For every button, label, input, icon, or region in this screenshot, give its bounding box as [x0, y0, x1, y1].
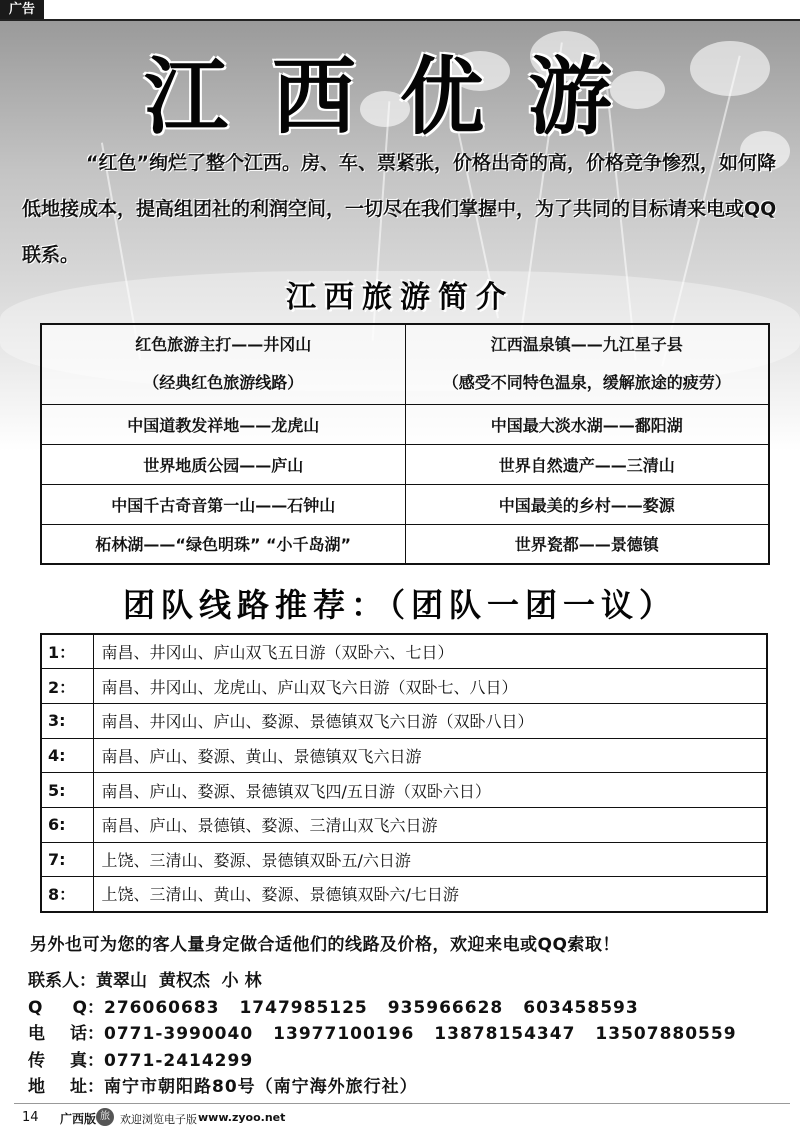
qq-number: 1747985125 — [239, 997, 368, 1018]
page-number: 14 — [22, 1110, 39, 1125]
phone-number: 13878154347 — [434, 1024, 576, 1044]
phone-number: 13977100196 — [273, 1024, 415, 1044]
contact-names: 黄翠山 黄权杰 小 林 — [96, 971, 262, 991]
cell-line: （经典红色旅游线路） — [143, 373, 304, 393]
footer-rule — [14, 1103, 790, 1104]
table-row — [41, 807, 767, 842]
table-cell: 中国最美的乡村——婺源 — [405, 484, 769, 524]
cell-line: 江西温泉镇——九江星子县 — [490, 335, 683, 355]
phone-number: 0771-3990040 — [104, 1024, 254, 1044]
qq-number: 935966628 — [387, 997, 504, 1018]
table-row — [41, 738, 767, 773]
route-text: 南昌、庐山、婺源、黄山、景德镇双飞六日游 — [93, 738, 767, 773]
footer-tagline: 欢迎浏览电子版 — [120, 1113, 197, 1126]
table-row — [41, 524, 769, 564]
routes-table — [40, 633, 768, 913]
fax-row — [28, 1048, 798, 1075]
route-text: 南昌、井冈山、庐山双飞五日游（双卧六、七日） — [93, 634, 767, 669]
table-row — [41, 842, 767, 877]
contact-person-row — [28, 968, 798, 995]
custom-note: 另外也可为您的客人量身定做合适他们的线路及价格，欢迎来电或QQ索取！ — [30, 935, 620, 955]
route-number: 6: — [41, 807, 93, 842]
route-text: 南昌、庐山、婺源、景德镇双飞四/五日游（双卧六日） — [93, 773, 767, 808]
contact-label: 联系人： — [28, 971, 96, 991]
phone-row — [28, 1021, 798, 1048]
table-row — [41, 484, 769, 524]
publication-logo-icon: 旅 — [96, 1108, 114, 1126]
cell-line: （感受不同特色温泉，缓解旅途的疲劳） — [442, 373, 731, 393]
table-row — [41, 324, 769, 404]
table-cell: 世界瓷都——景德镇 — [405, 524, 769, 564]
address-label: 地 址： — [28, 1077, 104, 1097]
page-footer — [0, 1100, 800, 1128]
page-title: 江西优游 — [143, 47, 656, 146]
table-cell: 世界自然遗产——三清山 — [405, 444, 769, 484]
table-row — [41, 634, 767, 669]
route-number: 3: — [41, 703, 93, 738]
qq-row — [28, 995, 798, 1022]
fax-number: 0771-2414299 — [104, 1050, 254, 1071]
table-cell: 世界地质公园——庐山 — [41, 444, 405, 484]
table-cell: 中国最大淡水湖——鄱阳湖 — [405, 404, 769, 444]
route-number: 4: — [41, 738, 93, 773]
contact-block — [28, 968, 798, 1101]
route-number: 5: — [41, 773, 93, 808]
qq-label: Q Q： — [28, 997, 104, 1018]
route-number: 1： — [41, 634, 93, 669]
ad-tag: 广告 — [0, 0, 44, 20]
attractions-table — [40, 323, 770, 565]
route-text: 南昌、庐山、景德镇、婺源、三清山双飞六日游 — [93, 807, 767, 842]
section-title-intro: 江西旅游简介 — [286, 280, 514, 315]
table-row — [41, 669, 767, 704]
website-link[interactable]: www.zyoo.net — [198, 1111, 286, 1124]
table-row — [41, 444, 769, 484]
table-cell: 中国道教发祥地——龙虎山 — [41, 404, 405, 444]
publication-name: 广西版 — [60, 1112, 97, 1126]
table-cell — [405, 324, 769, 404]
route-text: 上饶、三清山、黄山、婺源、景德镇双卧六/七日游 — [93, 877, 767, 912]
fax-label: 传 真： — [28, 1050, 104, 1071]
section-title-routes: 团队线路推荐：（团队一团一议） — [122, 586, 677, 624]
table-row — [41, 404, 769, 444]
route-number: 2： — [41, 669, 93, 704]
table-row — [41, 703, 767, 738]
phone-label: 电 话： — [28, 1024, 104, 1044]
route-text: 上饶、三清山、婺源、景德镇双卧五/六日游 — [93, 842, 767, 877]
address-row — [28, 1074, 798, 1101]
table-row — [41, 877, 767, 912]
phone-number: 13507880559 — [595, 1024, 737, 1044]
table-cell: 中国千古奇音第一山——石钟山 — [41, 484, 405, 524]
route-number: 7: — [41, 842, 93, 877]
cell-line: 红色旅游主打——井冈山 — [135, 335, 312, 355]
qq-number: 276060683 — [104, 997, 220, 1018]
address-text: 南宁市朝阳路80号（南宁海外旅行社） — [104, 1077, 418, 1097]
qq-number: 603458593 — [523, 997, 639, 1018]
route-number: 8： — [41, 877, 93, 912]
table-cell — [41, 324, 405, 404]
route-text: 南昌、井冈山、龙虎山、庐山双飞六日游（双卧七、八日） — [93, 669, 767, 704]
intro-paragraph: “红色”绚烂了整个江西。房、车、票紧张，价格出奇的高，价格竞争惨烈，如何降低地接成本，提高组团社的利润空间，一切尽在我们掌握中，为了共同的目标请来电或QQ联系。 — [22, 152, 777, 266]
route-text: 南昌、井冈山、庐山、婺源、景德镇双飞六日游（双卧八日） — [93, 703, 767, 738]
table-row — [41, 773, 767, 808]
table-cell: 柘林湖——“绿色明珠” “小千岛湖” — [41, 524, 405, 564]
